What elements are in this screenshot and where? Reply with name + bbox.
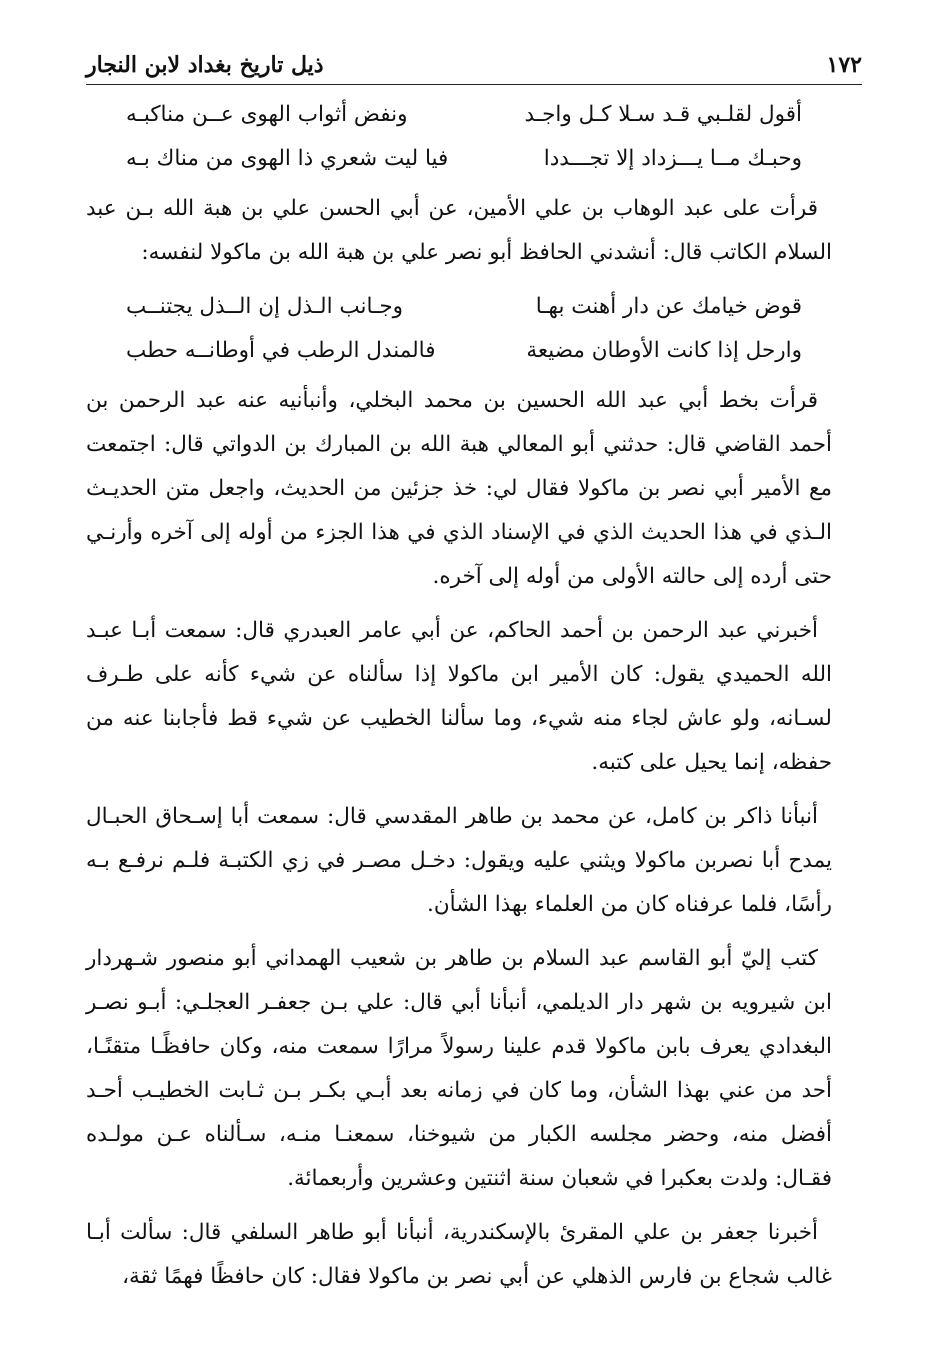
verse-second-hemistich: فيا ليت شعري ذا الهوى من مناك بـه	[126, 146, 449, 171]
paragraph-intro: قرأت على عبد الوهاب بن علي الأمين، عن أبي الحسن علي بن هبة الله بـن عبد السلام الكاتب قال: أنشدني الحافظ أبو نصر علي بن هبة الله بن ماكولا لنفسه:	[86, 196, 832, 265]
verse-first-hemistich: أقول لقلـبي قـد سـلا كـل واجـد	[524, 102, 802, 127]
running-title: ذيل تاريخ بغداد لابن النجار	[86, 52, 324, 78]
verse-first-hemistich: قوض خيامك عن دار أهنت بهـا	[535, 294, 802, 319]
paragraph: قرأت بخط أبي عبد الله الحسين بن محمد البخلي، وأنبأنيه عنه عبد الرحمن بن أحمد القاضي قال: حدثني أبو المعالي هبة الله بن المبارك بن الدواتي قال: اجتمعت مع الأمير أبي نصر بن ماكولا فقال لي: خذ جزئين من الحديث، واجعل متن الحديـث الـذي في هذا الحديث الذي في الإسناد الذي في هذا الجزء من أوله إلى آخره وأرنـي حتى أرده إلى حالته الأولى من أوله إلى آخره.	[86, 388, 832, 589]
verse-second-hemistich: وجـانب الـذل إن الــذل يجتنــب	[126, 294, 404, 319]
poem-verse	[86, 137, 832, 181]
poem-verse	[86, 285, 832, 329]
page-number: ١٧٢	[826, 52, 862, 78]
paragraph: أخبرنا جعفر بن علي المقرئ بالإسكندرية، أنبأنا أبو طاهر السلفي قال: سألت أبـا غالب شجاع بن فارس الذهلي عن أبي نصر بن ماكولا فقال: كان حافظًا فهمًا ثقة،	[86, 1220, 832, 1289]
verse-first-hemistich: وارحل إذا كانت الأوطان مضيعة	[526, 338, 802, 363]
verse-first-hemistich: وحبـك مــا يـــزداد إلا تجـــددا	[543, 146, 802, 171]
poem-verse	[86, 93, 832, 137]
paragraph: كتب إليّ أبو القاسم عبد السلام بن طاهر بن شعيب الهمداني أبو منصور شـهردار ابن شيرويه بن شهر دار الديلمي، أنبأنا أبي قال: علي بـن جعفـر العجلـي: أبـو نصـر البغدادي يعرف بابن ماكولا قدم علينا رسولاً مرارًا سمعت منه، وكان حافظًـا متقنًـا، أحد من عني بهذا الشأن، وما كان في زمانه بعد أبـي بكـر بـن ثـابت الخطيـب أحـد أفضل منه، وحضر مجلسه الكبار من شيوخنا، سمعنـا منـه، سـألناه عـن مولـده فقـال: ولدت بعكبرا في شعبان سنة اثنتين وعشرين وأربعمائة.	[86, 946, 832, 1191]
page-header	[86, 52, 862, 85]
verse-second-hemistich: فالمندل الرطب في أوطانــه حطب	[126, 338, 436, 363]
paragraph: أنبأنا ذاكر بن كامل، عن محمد بن طاهر المقدسي قال: سمعت أبا إسـحاق الحبـال يمدح أبا نصربن ماكولا ويثني عليه ويقول: دخـل مصـر في زي الكتبـة فلـم نرفـع بـه رأسًا، فلما عرفناه كان من العلماء بهذا الشأن.	[86, 804, 832, 917]
poem-block-2	[86, 285, 832, 373]
poem-block-1	[86, 93, 832, 181]
paragraph: أخبرني عبد الرحمن بن أحمد الحاكم، عن أبي عامر العبدري قال: سمعت أبـا عبـد الله الحميدي يقول: كان الأمير ابن ماكولا إذا سألناه عن شيء كأنه على طـرف لسـانه، ولو عاش لجاء منه شيء، وما سألنا الخطيب عن شيء قط فأجابنا عنه من حفظه، إنما يحيل على كتبه.	[86, 618, 832, 775]
verse-second-hemistich: ونفض أثواب الهوى عــن مناكبـه	[126, 102, 408, 127]
poem-verse	[86, 329, 832, 373]
